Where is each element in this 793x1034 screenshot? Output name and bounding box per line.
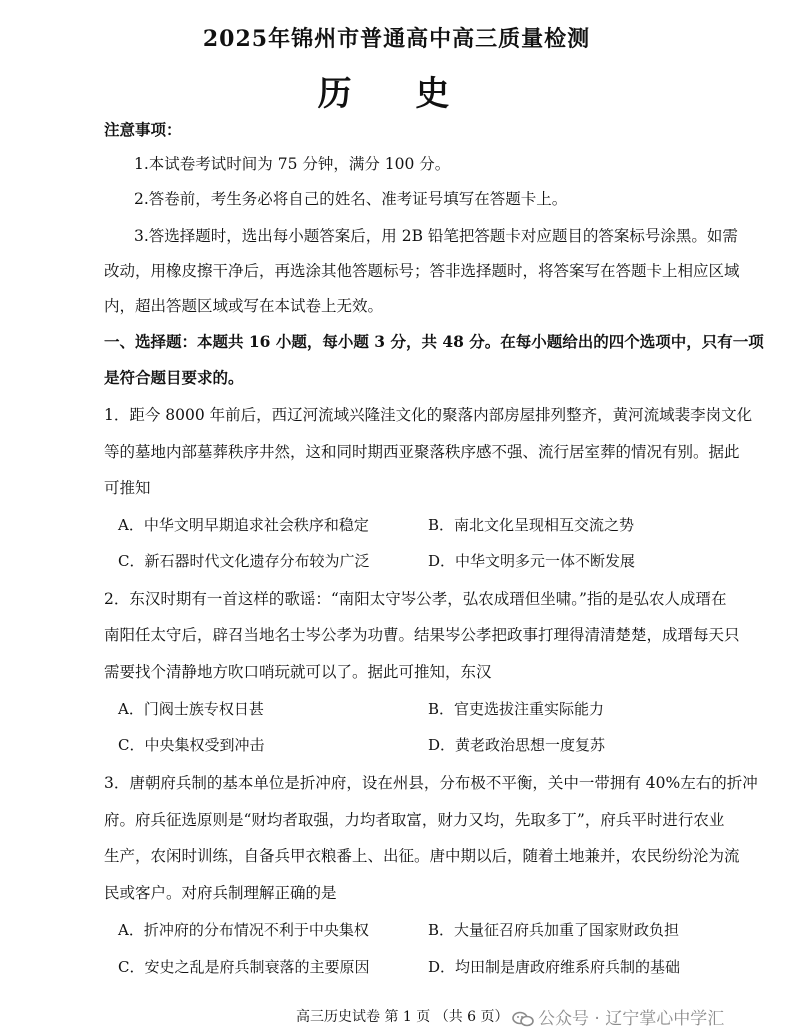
notice-item: 改动，用橡皮擦干净后，再选涂其他答题标号；答非选择题时，将答案写在答题卡上相应区域 bbox=[104, 262, 740, 280]
question-3-option-a: A．折冲府的分布情况不利于中央集权 bbox=[118, 921, 369, 939]
question-2-option-c: C．中央集权受到冲击 bbox=[118, 736, 265, 754]
question-3-option-b: B．大量征召府兵加重了国家财政负担 bbox=[428, 921, 680, 939]
question-2-text: 2．东汉时期有一首这样的歌谣：“南阳太守岑公孝，弘农成瑨但坐啸。”指的是弘农人成瑨在 bbox=[104, 590, 727, 608]
exam-title: 2025年锦州市普通高中高三质量检测 bbox=[202, 26, 591, 52]
question-3-option-d: D．均田制是唐政府维系府兵制的基础 bbox=[428, 958, 681, 976]
question-2-text: 南阳任太守后，辟召当地名士岑公孝为功曹。结果岑公孝把政事打理得清清楚楚，成瑨每天只 bbox=[104, 626, 740, 644]
wechat-icon bbox=[512, 1011, 534, 1027]
subject-title: 历 史 bbox=[317, 74, 476, 114]
question-3-text: 3．唐朝府兵制的基本单位是折冲府，设在州县，分布极不平衡，关中一带拥有 40%左右的折冲 bbox=[104, 774, 758, 792]
notice-item: 3.答选择题时，选出每小题答案后，用 2B 铅笔把答题卡对应题目的答案标号涂黑。如需 bbox=[134, 227, 738, 245]
watermark bbox=[512, 1004, 724, 1029]
question-1-text: 1．距今 8000 年前后，西辽河流域兴隆洼文化的聚落内部房屋排列整齐，黄河流域裴李岗文化 bbox=[104, 406, 753, 424]
question-2-option-b: B．官吏选拔注重实际能力 bbox=[428, 700, 605, 718]
section-heading: 是符合题目要求的。 bbox=[104, 368, 244, 387]
question-2-option-a: A．门阀士族专权日甚 bbox=[118, 700, 264, 718]
notice-heading: 注意事项： bbox=[104, 120, 182, 139]
watermark-text: 公众号 · 辽宁掌心中学汇 bbox=[538, 1009, 725, 1029]
question-3-option-c: C．安史之乱是府兵制衰落的主要原因 bbox=[118, 958, 370, 976]
notice-item: 内，超出答题区域或写在本试卷上无效。 bbox=[104, 297, 384, 315]
question-3-text: 府。府兵征选原则是“财均者取强，力均者取富，财力又均，先取多丁”，府兵平时进行农业 bbox=[104, 811, 725, 829]
notice-item: 2.答卷前，考生务必将自己的姓名、准考证号填写在答题卡上。 bbox=[134, 190, 568, 208]
question-1-option-c: C．新石器时代文化遗存分布较为广泛 bbox=[118, 552, 370, 570]
page-footer: 高三历史试卷 第 1 页 （共 6 页） bbox=[296, 1009, 509, 1025]
question-2-option-d: D．黄老政治思想一度复苏 bbox=[428, 736, 606, 754]
question-1-option-a: A．中华文明早期追求社会秩序和稳定 bbox=[118, 516, 369, 534]
question-1-text: 等的墓地内部墓葬秩序井然，这和同时期西亚聚落秩序感不强、流行居室葬的情况有别。据此 bbox=[104, 443, 740, 461]
question-1-text: 可推知 bbox=[104, 479, 151, 497]
section-heading: 一、选择题：本题共 16 小题，每小题 3 分，共 48 分。在每小题给出的四个选项中，只有一项 bbox=[104, 332, 764, 351]
question-3-text: 民或客户。对府兵制理解正确的是 bbox=[104, 884, 337, 902]
notice-item: 1.本试卷考试时间为 75 分钟，满分 100 分。 bbox=[134, 155, 451, 173]
question-3-text: 生产，农闲时训练，自备兵甲衣粮番上、出征。唐中期以后，随着土地兼并，农民纷纷沦为流 bbox=[104, 847, 740, 865]
question-1-option-d: D．中华文明多元一体不断发展 bbox=[428, 552, 636, 570]
question-1-option-b: B．南北文化呈现相互交流之势 bbox=[428, 516, 635, 534]
question-2-text: 需要找个清静地方吹口哨玩就可以了。据此可推知，东汉 bbox=[104, 663, 492, 681]
